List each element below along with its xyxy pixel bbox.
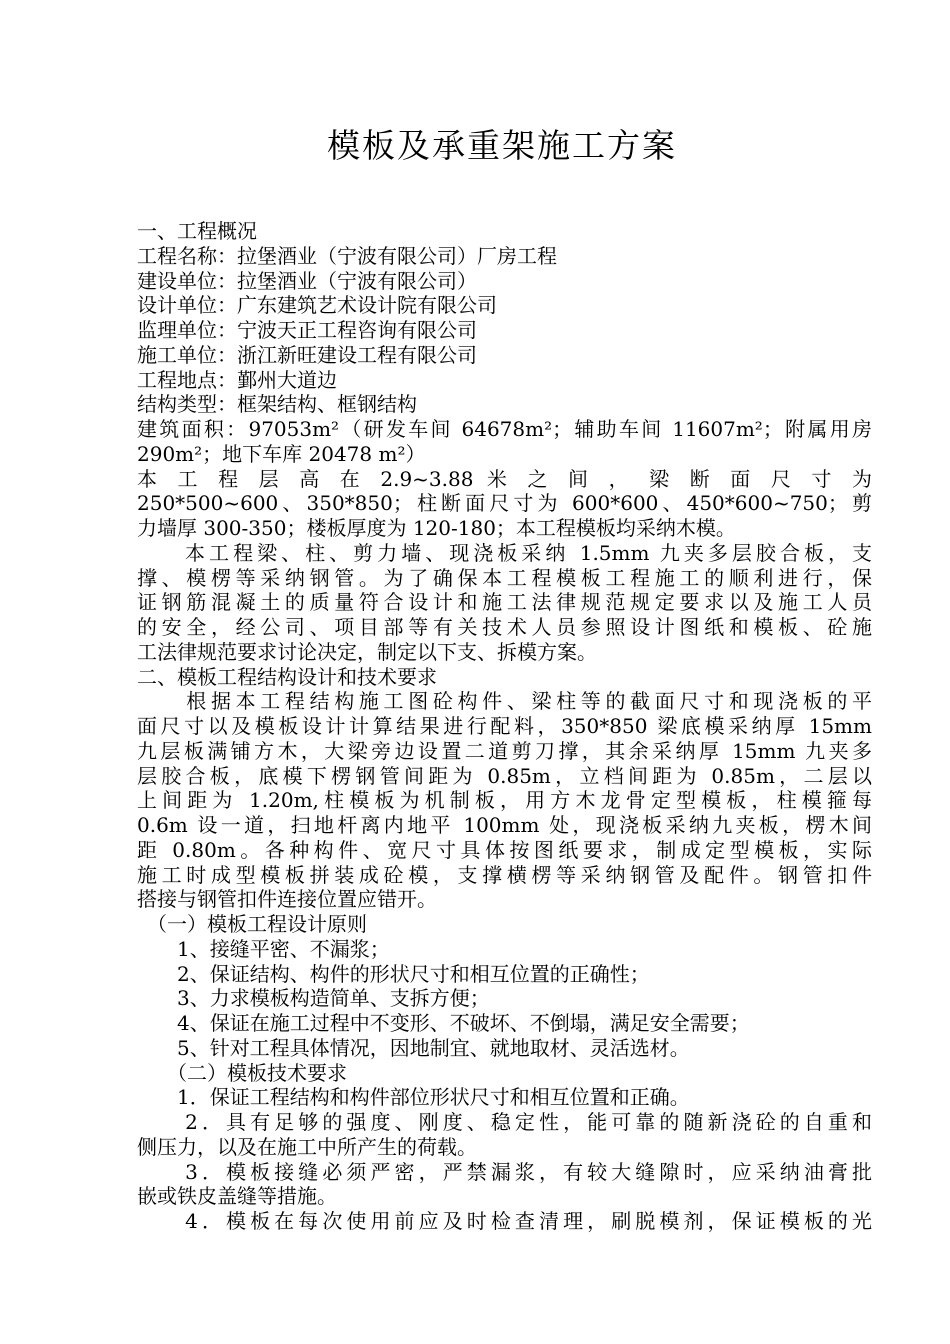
section-heading: 二、模板工程结构设计和技术要求 <box>137 664 437 689</box>
text-line: 嵌或铁皮盖缝等措施。 <box>137 1184 337 1209</box>
text-line: 290m²；地下车库 20478 m²） <box>137 441 426 466</box>
text-line: 工法律规范要求讨论决定，制定以下支、拆模方案。 <box>137 639 597 664</box>
list-item: 4．模板在每次使用前应及时检查清理，刷脱模剂，保证模板的光 <box>137 1209 872 1233</box>
text-line: 0.6m 设一道，扫地杆离内地平 100mm 处，现浇板采纳九夹板，楞木间 <box>137 813 872 837</box>
text-line: 层胶合板，底模下楞钢管间距为 0.85m，立档间距为 0.85m，二层以 <box>137 763 872 788</box>
text-line: 本 工 程 层 高 在 2.9~3.88 米 之 间 ， 梁 断 面 尺 寸 为 <box>137 466 872 491</box>
text-line: 撑、模楞等采纳钢管。为了确保本工程模板工程施工的顺利进行，保 <box>137 565 872 590</box>
text-line: 根据本工程结构施工图砼构件、梁柱等的截面尺寸和现浇板的平 <box>137 689 872 714</box>
list-item: 2、保证结构、构件的形状尺寸和相互位置的正确性； <box>137 961 650 986</box>
text-line: 工程名称：拉堡酒业（宁波有限公司）厂房工程 <box>137 243 557 268</box>
section-heading: 一、工程概况 <box>137 219 257 243</box>
list-item: 3．模板接缝必须严密，严禁漏浆，有较大缝隙时，应采纳油膏批 <box>137 1159 872 1184</box>
text-line: 的安全，经公司、项目部等有关技术人员参照设计图纸和模板、砼施 <box>137 615 872 639</box>
document-body <box>137 219 872 1234</box>
text-line: 面尺寸以及模板设计计算结果进行配料，350*850 梁底模采纳厚 15mm <box>137 714 872 738</box>
list-item: 4、保证在施工过程中不变形、不破坏、不倒塌，满足安全需要； <box>137 1011 750 1035</box>
text-line: 设计单位：广东建筑艺术设计院有限公司 <box>137 293 497 318</box>
list-item: 5、针对工程具体情况，因地制宜、就地取材、灵活选材。 <box>137 1035 690 1060</box>
text-line: 侧压力，以及在施工中所产生的荷载。 <box>137 1134 477 1159</box>
list-item: 1、接缝平密、不漏浆； <box>137 936 390 961</box>
text-line: 施工单位：浙江新旺建设工程有限公司 <box>137 342 477 367</box>
text-line: 建筑面积：97053m²（研发车间 64678m²；辅助车间 11607m²；附属用房 <box>137 417 872 441</box>
text-line: 证钢筋混凝土的质量符合设计和施工法律规范规定要求以及施工人员 <box>137 590 872 615</box>
text-line: 九层板满铺方木，大梁旁边设置二道剪刀撑，其余采纳厚 15mm 九夹多 <box>137 738 872 763</box>
text-line: 建设单位：拉堡酒业（宁波有限公司） <box>137 268 477 293</box>
list-item: 2．具有足够的强度、刚度、稳定性，能可靠的随新浇砼的自重和 <box>137 1110 872 1134</box>
list-item: 1．保证工程结构和构件部位形状尺寸和相互位置和正确。 <box>137 1085 690 1110</box>
text-line: 施工时成型模板拼装成砼模，支撑横楞等采纳钢管及配件。钢管扣件 <box>137 862 872 887</box>
text-line: 力墙厚 300-350；楼板厚度为 120-180；本工程模板均采纳木模。 <box>137 516 736 540</box>
subsection-heading: （二）模板技术要求 <box>137 1060 347 1085</box>
text-line: 250*500~600、350*850；柱断面尺寸为 600*600、450*600~750；剪 <box>137 491 872 516</box>
subsection-heading: （一）模板工程设计原则 <box>137 912 367 936</box>
text-line: 结构类型：框架结构、框钢结构 <box>137 392 417 417</box>
text-line: 本工程梁、柱、剪力墙、现浇板采纳 1.5mm 九夹多层胶合板，支 <box>137 540 872 565</box>
page-title: 模板及承重架施工方案 <box>327 126 677 165</box>
text-line: 上间距为 1.20m,柱模板为机制板，用方木龙骨定型模板，柱模箍每 <box>137 788 872 813</box>
text-line: 工程地点：鄞州大道边 <box>137 367 337 392</box>
text-line: 距 0.80m。各种构件、宽尺寸具体按图纸要求，制成定型模板，实际 <box>137 837 872 862</box>
text-line: 监理单位：宁波天正工程咨询有限公司 <box>137 318 477 342</box>
list-item: 3、力求模板构造简单、支拆方便； <box>137 986 490 1011</box>
text-line: 搭接与钢管扣件连接位置应错开。 <box>137 887 437 912</box>
